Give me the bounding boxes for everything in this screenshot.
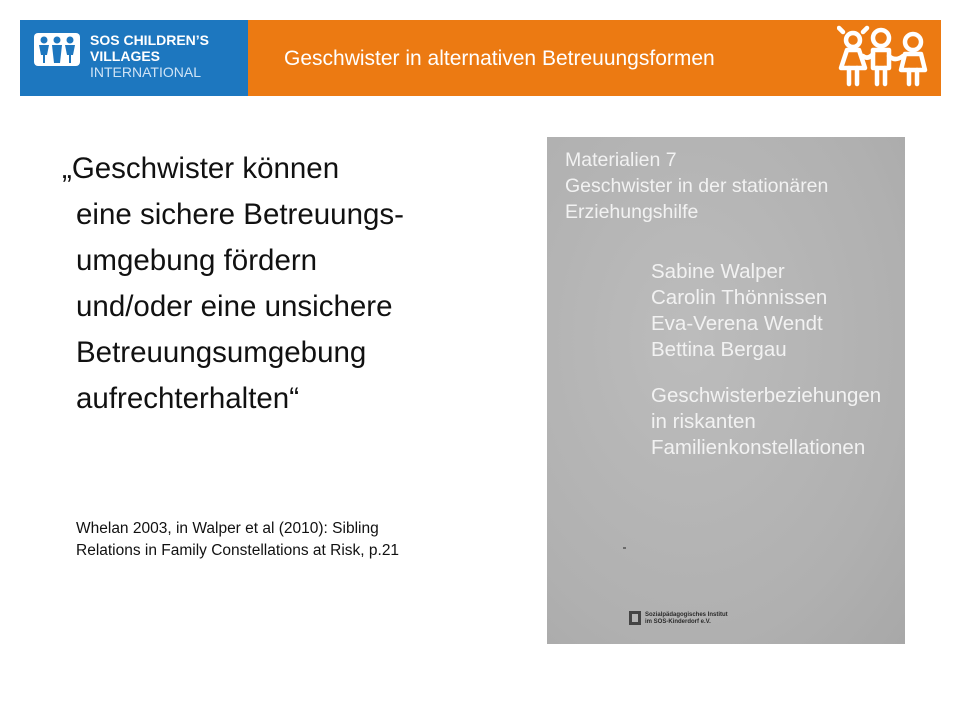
logo-line-2: VILLAGES [90, 48, 161, 64]
title-bar [248, 20, 941, 96]
quote-line: und/oder eine unsichere [76, 290, 393, 323]
book-authors [651, 259, 827, 363]
citation-text [76, 518, 496, 562]
quote-line: Betreuungsumgebung [76, 336, 367, 369]
header-bar [20, 20, 941, 96]
slide-title: Geschwister in alternativen Betreuungsformen [284, 47, 715, 70]
book-subtitle-line: Geschwisterbeziehungen [651, 384, 882, 407]
book-cover-image [547, 137, 905, 644]
book-series-title [565, 147, 828, 225]
quote-line: aufrechterhalten“ [76, 382, 300, 415]
publisher-logo-icon [629, 611, 641, 625]
quote-line: umgebung fördern [76, 244, 318, 277]
cover-speck [623, 547, 626, 549]
book-series-line: Erziehungshilfe [565, 201, 699, 223]
quote-text [62, 146, 512, 422]
children-figures-icon [837, 24, 933, 92]
book-author: Carolin Thönnissen [651, 286, 828, 309]
book-author: Sabine Walper [651, 260, 785, 283]
quote-line: „Geschwister können [62, 152, 340, 185]
book-publisher [645, 612, 728, 626]
publisher-line: Sozialpädagogisches Institut [645, 612, 728, 618]
logo-line-3: INTERNATIONAL [90, 64, 201, 80]
book-subtitle-line: in riskanten [651, 410, 756, 433]
book-author: Eva-Verena Wendt [651, 312, 823, 335]
book-subtitle [651, 383, 881, 461]
quote-line: eine sichere Betreuungs- [76, 198, 404, 231]
book-subtitle-line: Familienkonstellationen [651, 436, 866, 459]
book-series-line: Geschwister in der stationären [565, 175, 829, 197]
publisher-line: im SOS-Kinderdorf e.V. [645, 619, 711, 625]
citation-line: Relations in Family Constellations at Risk, p.21 [76, 542, 400, 559]
book-author: Bettina Bergau [651, 338, 787, 361]
sos-logo [20, 20, 248, 96]
sos-emblem-icon [34, 33, 80, 66]
citation-line: Whelan 2003, in Walper et al (2010): Sibling [76, 520, 379, 537]
book-series-line: Materialien 7 [565, 149, 677, 171]
sos-logo-text [90, 32, 240, 80]
logo-line-1: SOS CHILDREN’S [90, 32, 210, 48]
